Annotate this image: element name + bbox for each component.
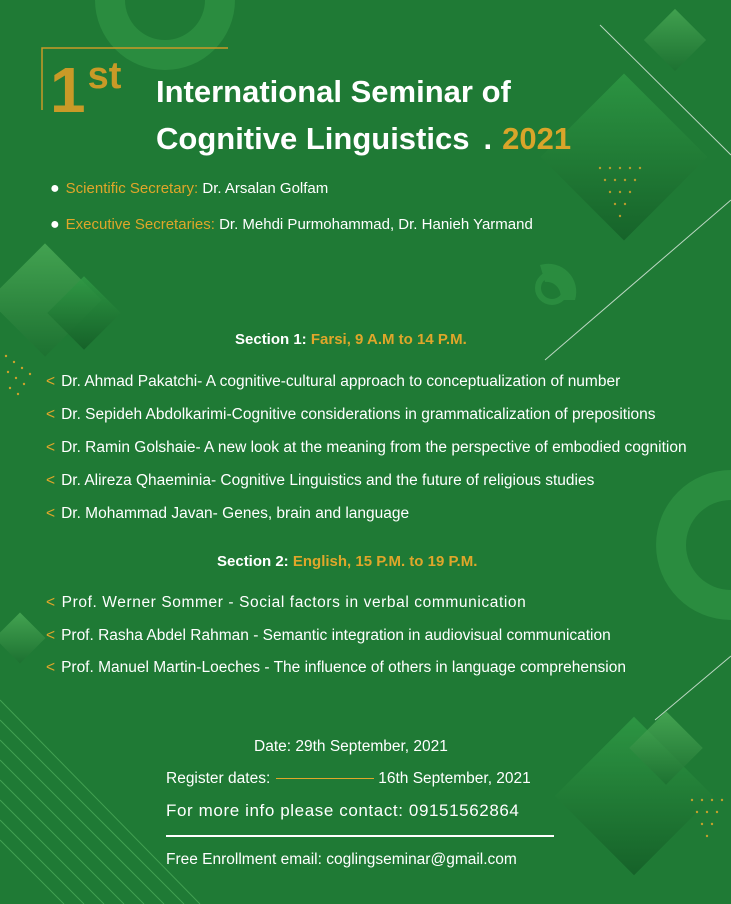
diamond-shape — [541, 74, 708, 241]
register-label: Register dates: — [166, 770, 271, 787]
right-ring-shape — [656, 470, 731, 620]
talk-text: Dr. Ahmad Pakatchi- A cognitive-cultural approach to conceptualization of number — [61, 373, 621, 390]
title-line-1: International Seminar of — [156, 74, 511, 109]
talk-text: Prof. Manuel Martin-Loeches - The influence of others in language comprehension — [61, 659, 626, 676]
talk-item — [46, 627, 611, 645]
register-date: 16th September, 2021 — [378, 770, 531, 787]
chevron-left-icon: < — [46, 505, 56, 522]
chevron-left-icon: < — [46, 659, 56, 676]
section-detail: Farsi, 9 A.M to 14 P.M. — [310, 331, 467, 348]
chevron-left-icon: < — [46, 594, 56, 611]
talk-text: Dr. Alireza Qhaeminia- Cognitive Linguistics and the future of religious studies — [61, 472, 595, 489]
chevron-left-icon: < — [46, 373, 56, 390]
title-text: Cognitive Linguistics — [156, 121, 470, 156]
talk-item — [46, 594, 526, 612]
talk-text: Prof. Werner Sommer - Social factors in verbal communication — [61, 594, 527, 611]
chevron-left-icon: < — [46, 472, 56, 489]
bullet-icon: ● — [50, 216, 60, 233]
bullet-icon: ● — [50, 180, 60, 197]
talk-text: Dr. Mohammad Javan- Genes, brain and language — [61, 505, 410, 522]
section-detail: English, 15 P.M. to 19 P.M. — [292, 553, 478, 570]
secretary-names: Dr. Mehdi Purmohammad, Dr. Hanieh Yarmand — [219, 216, 533, 233]
secretary-names: Dr. Arsalan Golfam — [202, 180, 329, 197]
executive-secretaries-line — [50, 216, 533, 234]
talk-item — [46, 406, 656, 424]
contact-info: For more info please contact: 09151562864 — [166, 801, 520, 820]
section-label: Section 1: — [235, 331, 307, 348]
talk-text: Dr. Ramin Golshaie- A new look at the meaning from the perspective of embodied cognition — [61, 439, 687, 456]
ordinal-mark — [50, 54, 122, 126]
talk-text: Dr. Sepideh Abdolkarimi-Cognitive considerations in grammaticalization of prepositions — [61, 406, 656, 423]
register-dates — [166, 770, 531, 788]
register-divider-line — [276, 778, 374, 779]
talk-text: Prof. Rasha Abdel Rahman - Semantic integration in audiovisual communication — [61, 627, 611, 644]
ordinal-number: 1 — [50, 54, 86, 126]
chevron-left-icon: < — [46, 439, 56, 456]
section-2-heading — [217, 553, 477, 570]
diagonal-line — [655, 656, 731, 720]
small-arc-shape — [540, 264, 576, 300]
title-separator: . — [483, 121, 493, 156]
talk-item — [46, 373, 620, 391]
talk-item — [46, 472, 594, 490]
title-line-2 — [156, 121, 571, 157]
ordinal-suffix: st — [87, 55, 122, 97]
event-date: Date: 29th September, 2021 — [254, 738, 448, 755]
scientific-secretary-line — [50, 180, 328, 198]
talk-item — [46, 439, 687, 457]
enrollment-email: Free Enrollment email: coglingseminar@gmail.com — [166, 851, 517, 868]
section-label: Section 2: — [217, 553, 289, 570]
talk-item — [46, 659, 626, 677]
title-year: 2021 — [502, 121, 572, 156]
footer-divider — [166, 835, 554, 837]
dot-pattern — [5, 355, 31, 395]
secretary-role: Scientific Secretary: — [65, 180, 199, 197]
chevron-left-icon: < — [46, 627, 56, 644]
chevron-left-icon: < — [46, 406, 56, 423]
diamond-shape — [0, 613, 45, 664]
talk-item — [46, 505, 409, 523]
section-1-heading — [235, 331, 467, 348]
secretary-role: Executive Secretaries: — [65, 216, 215, 233]
diamond-shape — [644, 9, 706, 71]
